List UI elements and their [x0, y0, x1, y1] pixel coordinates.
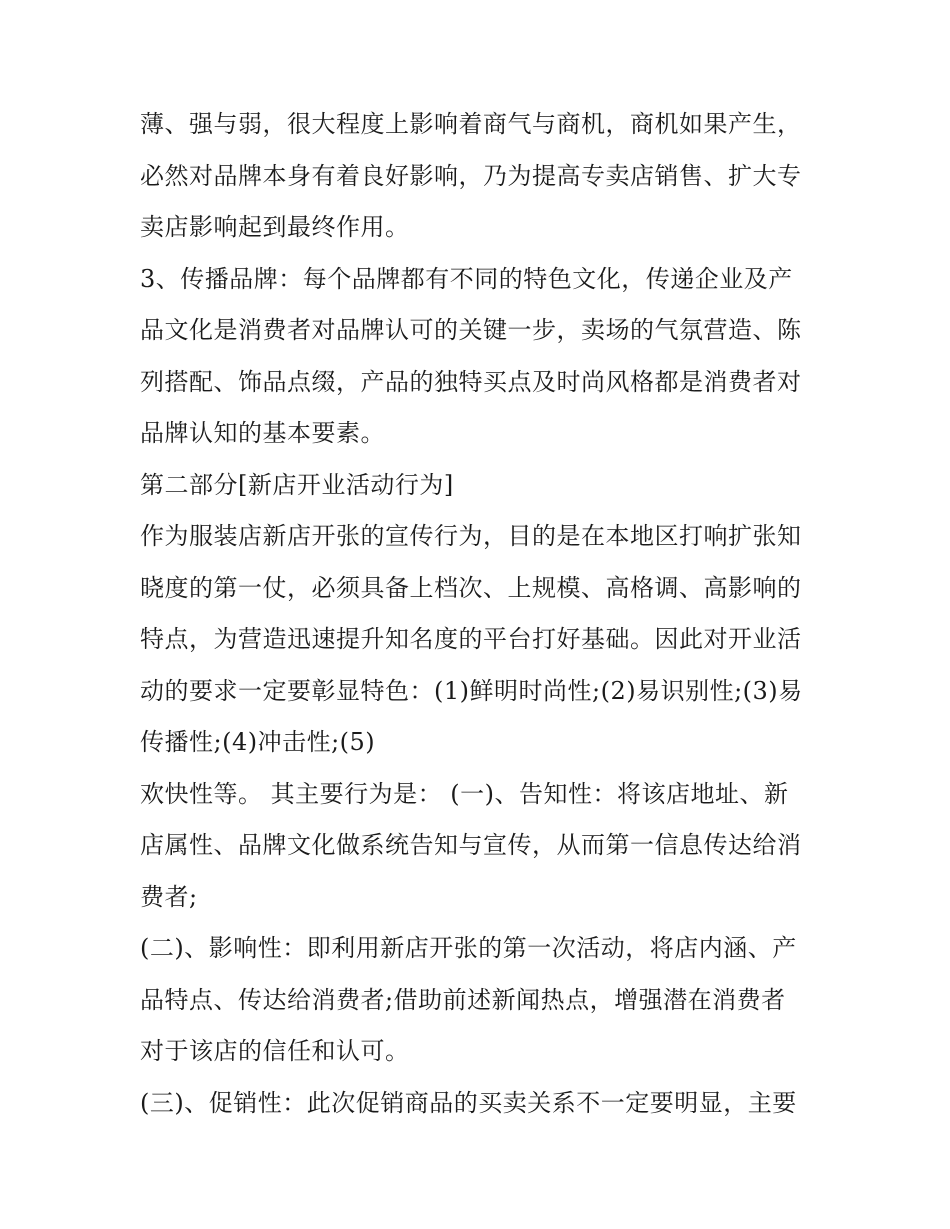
- body-text: [140, 99, 820, 1129]
- text-line: 对于该店的信任和认可。: [140, 1037, 410, 1065]
- text-line: 卖店影响起到最终作用。: [140, 213, 410, 241]
- text-line: 动的要求一定要彰显特色：(1)鲜明时尚性;(2)易识别性;(3)易: [140, 676, 803, 705]
- text-line: 店属性、品牌文化做系统告知与宣传，从而第一信息传达给消: [140, 831, 802, 859]
- text-line: 特点，为营造迅速提升知名度的平台打好基础。因此对开业活: [140, 625, 802, 653]
- text-line: 品牌认知的基本要素。: [140, 419, 385, 447]
- text-line: 晓度的第一仗，必须具备上档次、上规模、高格调、高影响的: [140, 573, 802, 602]
- text-line: (三)、促销性：此次促销商品的买卖关系不一定要明显，主要: [140, 1088, 797, 1117]
- text-line: 传播性;(4)冲击性;(5): [140, 728, 376, 756]
- text-line: 欢快性等。 其主要行为是： (一)、告知性：将该店地址、新: [140, 779, 789, 808]
- text-line: (二)、影响性：即利用新店开张的第一次活动，将店内涵、产: [140, 934, 797, 962]
- text-line: 费者;: [140, 882, 198, 911]
- text-line: 3、传播品牌：每个品牌都有不同的特色文化，传递企业及产: [140, 264, 793, 293]
- text-line: 列搭配、饰品点缀，产品的独特买点及时尚风格都是消费者对: [140, 367, 802, 396]
- text-line: 薄、强与弱，很大程度上影响着商气与商机，商机如果产生，: [140, 110, 802, 138]
- text-line: 必然对品牌本身有着良好影响，乃为提高专卖店销售、扩大专: [140, 161, 802, 190]
- section-heading: 第二部分[新店开业活动行为]: [140, 470, 454, 499]
- text-line: 品文化是消费者对品牌认可的关键一步，卖场的气氛营造、陈: [140, 316, 802, 344]
- text-line: 作为服装店新店开张的宣传行为，目的是在本地区打响扩张知: [140, 522, 802, 550]
- text-line: 品特点、传达给消费者;借助前述新闻热点，增强潜在消费者: [140, 985, 786, 1014]
